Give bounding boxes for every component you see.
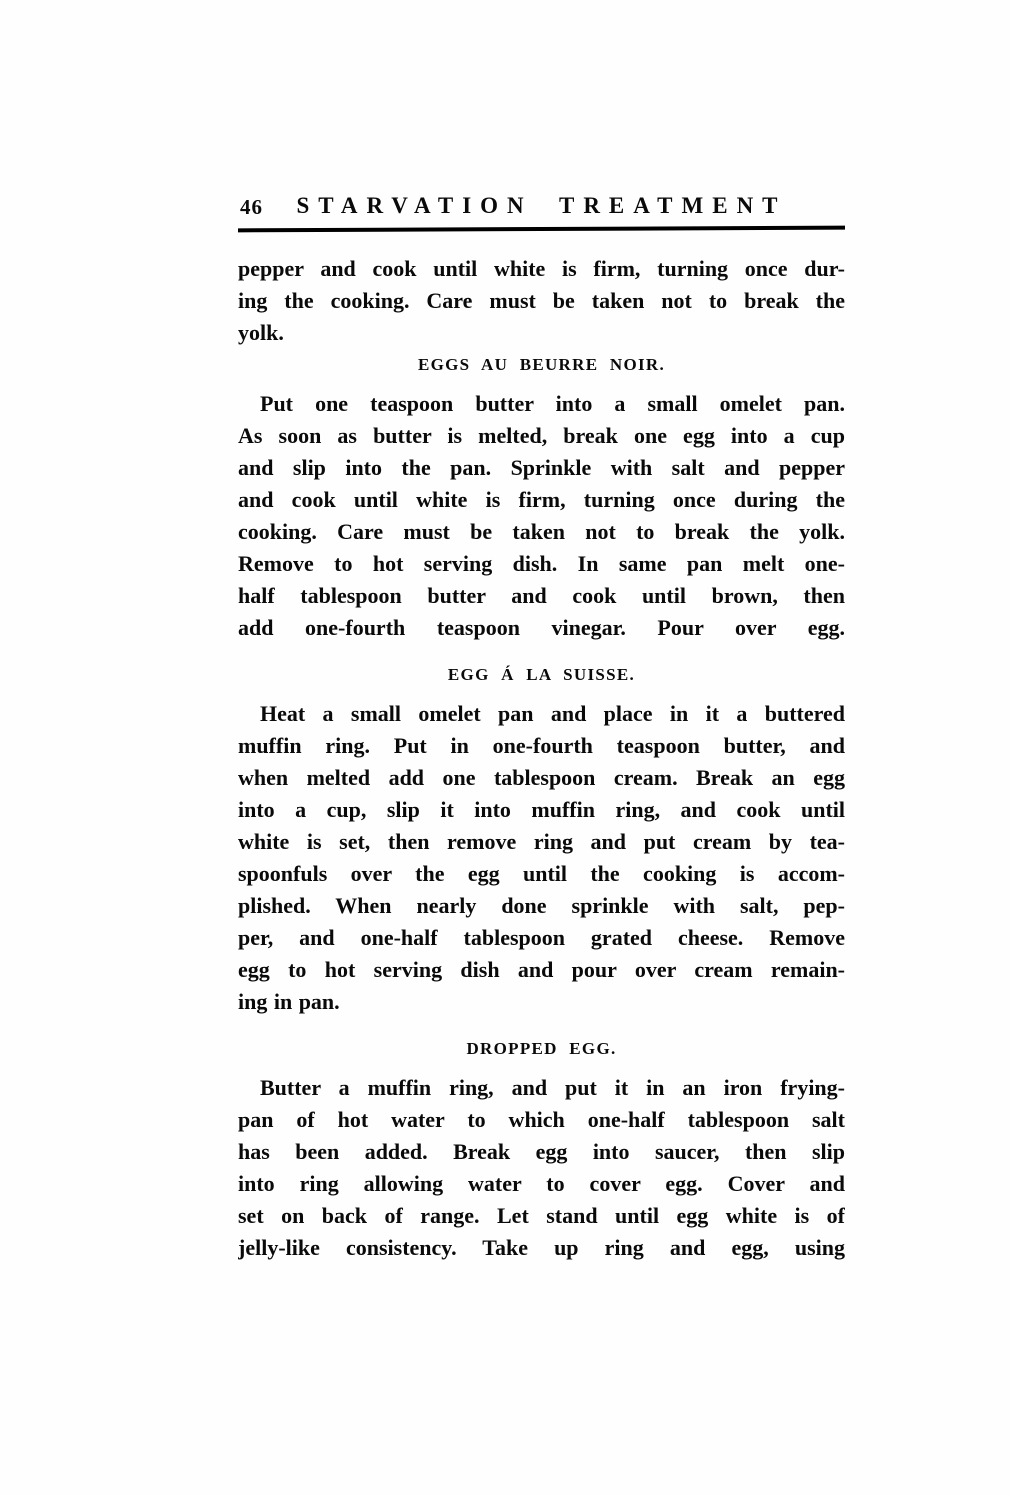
text-line: pepper and cook until white is firm, turning once dur-: [238, 256, 845, 281]
text-line: muffin ring. Put in one-fourth teaspoon butter, and: [238, 733, 845, 758]
page-body: [238, 253, 845, 1264]
text-line: As soon as butter is melted, break one egg into a cup: [238, 423, 845, 448]
text-line: has been added. Break egg into saucer, then slip: [238, 1139, 845, 1164]
text-line: when melted add one tablespoon cream. Break an egg: [238, 765, 845, 790]
section-heading: EGGS AU BEURRE NOIR.: [417, 355, 666, 374]
text-line: and cook until white is firm, turning once during the: [238, 487, 845, 512]
text-line: egg to hot serving dish and pour over cream remain-: [238, 957, 845, 982]
text-line: plished. When nearly done sprinkle with salt, pep-: [238, 893, 845, 918]
text-line: set on back of range. Let stand until egg white is of: [238, 1203, 845, 1228]
text-line: Butter a muffin ring, and put it in an iron frying-: [260, 1075, 845, 1100]
header-rule: [238, 226, 845, 233]
page-header: [238, 193, 845, 221]
running-title: STARVATION TREATMENT: [296, 193, 787, 218]
page-content: [238, 193, 845, 1264]
text-line: cooking. Care must be taken not to break the yolk.: [238, 519, 845, 544]
text-line: per, and one-half tablespoon grated cheese. Remove: [238, 925, 845, 950]
text-line: jelly-like consistency. Take up ring and egg, using: [238, 1235, 845, 1260]
section-heading: DROPPED EGG.: [466, 1039, 617, 1058]
page-number: 46: [240, 195, 263, 219]
text-line: half tablespoon butter and cook until brown, then: [238, 583, 845, 608]
text-line: ing in pan.: [238, 989, 340, 1014]
text-line: Put one teaspoon butter into a small omelet pan.: [260, 391, 845, 416]
text-line: and slip into the pan. Sprinkle with salt and pepper: [238, 455, 845, 480]
text-line: into ring allowing water to cover egg. Cover and: [238, 1171, 845, 1196]
section-heading: EGG Á LA SUISSE.: [447, 665, 636, 684]
text-line: white is set, then remove ring and put cream by tea-: [238, 829, 845, 854]
text-line: Heat a small omelet pan and place in it a buttered: [260, 701, 845, 726]
text-line: spoonfuls over the egg until the cooking is accom-: [238, 861, 845, 886]
paragraph: [238, 1072, 845, 1264]
text-line: ing the cooking. Care must be taken not to break the: [238, 288, 845, 313]
paragraph: [238, 388, 845, 644]
text-line: Remove to hot serving dish. In same pan melt one-: [238, 551, 845, 576]
text-line: pan of hot water to which one-half tablespoon salt: [238, 1107, 845, 1132]
text-line: into a cup, slip it into muffin ring, and cook until: [238, 797, 845, 822]
text-line: yolk.: [238, 320, 284, 345]
paragraph: [238, 698, 845, 1018]
text-line: add one-fourth teaspoon vinegar. Pour over egg.: [238, 615, 845, 640]
paragraph: [238, 253, 845, 349]
